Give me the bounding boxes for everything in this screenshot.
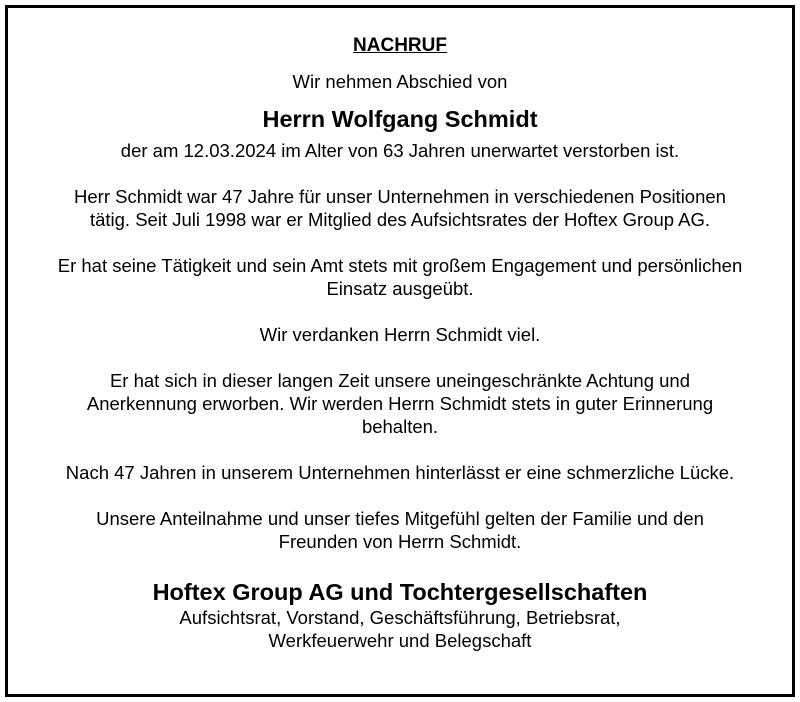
paragraph-line: Freunden von Herrn Schmidt. [278, 531, 522, 552]
paragraph-line: Nach 47 Jahren in unserem Unternehmen hinterlässt er eine schmerzliche Lücke. [65, 462, 735, 483]
death-line: der am 12.03.2024 im Alter von 63 Jahren unerwartet verstorben ist. [120, 140, 680, 161]
paragraph-service [8, 185, 792, 231]
paragraph-line: Herr Schmidt war 47 Jahre für unser Unternehmen in verschiedenen Positionen [74, 186, 726, 207]
signatories-line: Werkfeuerwehr und Belegschaft [268, 630, 532, 651]
paragraph-line: behalten. [361, 416, 439, 437]
intro-line: Wir nehmen Abschied von [292, 71, 508, 92]
deceased-name: Herrn Wolfgang Schmidt [262, 106, 538, 132]
paragraph-respect [8, 369, 792, 438]
obituary-content [8, 34, 792, 652]
paragraph-line: Er hat seine Tätigkeit und sein Amt stets mit großem Engagement und persönlichen [57, 255, 743, 276]
paragraph-line: Anerkennung erworben. Wir werden Herrn Schmidt stets in guter Erinnerung [86, 393, 714, 414]
paragraph-condolence [8, 507, 792, 553]
company-name: Hoftex Group AG und Tochtergesellschaften [152, 579, 648, 605]
paragraph-line: Einsatz ausgeübt. [326, 278, 474, 299]
paragraph-line: Er hat sich in dieser langen Zeit unsere uneingeschränkte Achtung und [109, 370, 691, 391]
obituary-frame [5, 5, 795, 697]
signatories [8, 606, 792, 652]
paragraph-thanks [8, 323, 792, 346]
paragraph-loss [8, 461, 792, 484]
signatories-line: Aufsichtsrat, Vorstand, Geschäftsführung, Betriebsrat, [179, 607, 621, 628]
paragraph-line: Wir verdanken Herrn Schmidt viel. [259, 324, 541, 345]
paragraph-engagement [8, 254, 792, 300]
paragraph-line: tätig. Seit Juli 1998 war er Mitglied des Aufsichtsrates der Hoftex Group AG. [89, 209, 711, 230]
paragraph-line: Unsere Anteilnahme und unser tiefes Mitgefühl gelten der Familie und den [96, 508, 704, 529]
notice-heading: NACHRUF [353, 35, 447, 56]
